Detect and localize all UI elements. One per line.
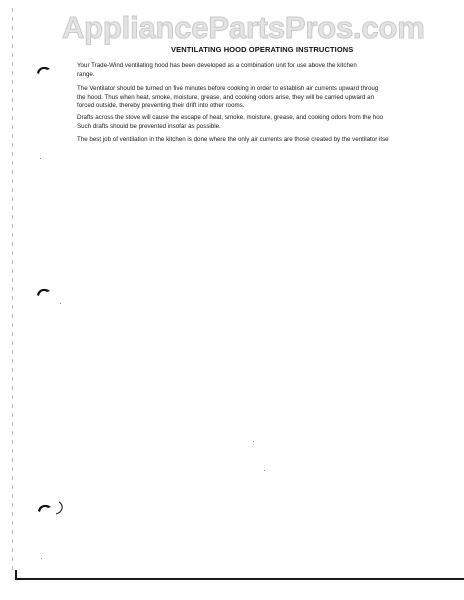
text-line: Such drafts should be prevented insofar as possible.	[77, 122, 221, 130]
scan-speck	[60, 303, 61, 304]
document-title: VENTILATING HOOD OPERATING INSTRUCTIONS	[171, 45, 354, 54]
text-line: the hood. Thus when heat, smoke, moisture, grease, and cooking odors arise, they will be carried upward an	[77, 93, 375, 101]
scan-speck	[253, 441, 254, 442]
paragraph-best-ventilation	[77, 136, 464, 145]
paragraph-drafts	[77, 114, 464, 131]
text-line: range.	[77, 70, 95, 78]
punch-hole-mark-icon	[36, 286, 52, 298]
binder-margin-line	[12, 8, 13, 573]
punch-hole-mark-icon	[36, 64, 52, 76]
scan-speck	[264, 470, 265, 471]
text-line: Drafts across the stove will cause the escape of heat, smoke, moisture, grease, and cooking odors from the hoo	[77, 114, 384, 121]
scan-speck	[41, 558, 42, 559]
paragraph-operation	[77, 85, 464, 111]
text-line: The Ventilator should be turned on five minutes before cooking in order to establish air currents upward throug	[77, 85, 379, 92]
scan-speck	[40, 158, 41, 159]
punch-hole-mark-icon	[37, 500, 67, 516]
text-line: forced outside, thereby preventing their drift into other rooms.	[77, 102, 245, 110]
bottom-rule-line	[15, 578, 464, 580]
text-line: Your Trade-Wind ventilating hood has been developed as a combination unit for use above the kitchen	[77, 62, 357, 69]
text-line: The best job of ventilation in the kitchen is done where the only air currents are those created by the ventilator itse	[77, 136, 389, 143]
watermark-text: AppliancePartsPros.com	[62, 10, 425, 45]
paragraph-intro	[77, 62, 464, 79]
